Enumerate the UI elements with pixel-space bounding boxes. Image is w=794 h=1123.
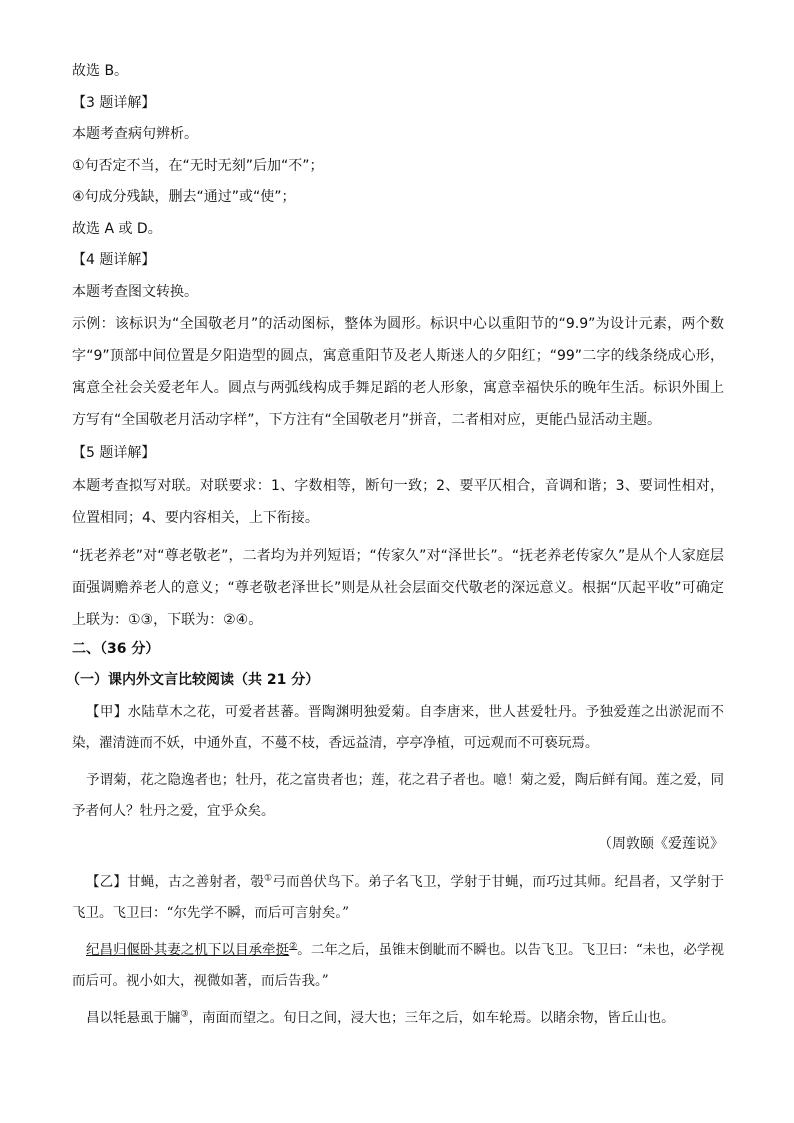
q3-answer: 故选 A 或 D。 xyxy=(72,220,162,237)
passage-yi-label: 【乙】 xyxy=(86,873,128,890)
footnote-marker-2: ② xyxy=(289,941,298,951)
passage-jia-source: （周敦颐《爱莲说》 xyxy=(598,835,724,852)
passage-yi-p2 xyxy=(72,935,724,997)
underlined-sentence: 纪昌归偃卧其妻之机下以目承牵挺 xyxy=(86,941,290,958)
passage-yi-p1 xyxy=(72,867,724,929)
section-two-title: 二、（36 分） xyxy=(72,640,160,657)
footnote-marker-1: ① xyxy=(264,873,273,883)
q4-example: 示例：该标识为“全国敬老月”的活动图标，整体为圆形。标识中心以重阳节的“9.9”为设计元素，两个数字“9”顶部中间位置是夕阳造型的圆点，寓意重阳节及老人斯迷人的夕阳红；“99”二字的线条绕成心形，寓意全社会关爱老年人。圆点与两弧线构成手舞足蹈的老人形象，寓意幸福快乐的晚年生活。标识外围上方写有“全国敬老月活动字样”，下方注有“全国敬老月”拼音，二者相对应，更能凸显活动主题。 xyxy=(72,316,724,428)
document-page xyxy=(66,60,725,1040)
passage-yi-p1-text-a: 甘蝇，古之善射者，彀 xyxy=(127,873,265,890)
passage-yi-p3-text-b: ，南面而望之。旬日之间，浸大也；三年之后，如车轮焉。以睹余物，皆丘山也。 xyxy=(188,1009,675,1026)
q5-analysis: “抚老养老”对“尊老敬老”，二者均为并列短语；“传家久”对“泽世长”。“抚老养老传家久”是从个人家庭层面强调赡养老人的意义；“尊老敬老泽世长”则是从社会层面交代敬老的深远意义。根据“仄起平收”可确定上联为：①③，下联为：②④。 xyxy=(72,547,724,628)
passage-jia-p1: 【甲】水陆草木之花，可爱者甚蕃。晋陶渊明独爱菊。自李唐来，世人甚爱牡丹。予独爱莲之出淤泥而不染，濯清涟而不妖，中通外直，不蔓不枝，香远益清，亭亭净植，可远观而不可亵玩焉。 xyxy=(72,703,724,751)
passage-jia-p2: 予谓菊，花之隐逸者也；牡丹，花之富贵者也；莲，花之君子者也。噫！菊之爱，陶后鲜有闻。莲之爱，同予者何人？牡丹之爱，宜乎众矣。 xyxy=(72,771,724,819)
passage-yi-p1-text-b: 弓而兽伏鸟下。弟子名飞卫，学射于甘蝇，而巧过其师。纪昌者，又学射于飞卫。飞卫曰：“尔先学不瞬，而后可言射矣。” xyxy=(72,873,725,921)
subsection-title: （一）课内外文言比较阅读（共 21 分） xyxy=(66,672,320,688)
q3-point-1: ①句否定不当，在“无时无刻”后加“不”； xyxy=(72,157,324,174)
q5-requirements: 本题考查拟写对联。对联要求：1、字数相等，断句一致；2、要平仄相合，音调和谐；3、要词性相对，位置相同；4、要内容相关，上下衔接。 xyxy=(72,477,724,526)
q3-topic: 本题考查病句辨析。 xyxy=(72,126,198,142)
passage-yi-p3-text-a: 昌以牦悬虱于牖 xyxy=(86,1009,181,1026)
section-header-q4: 【4 题详解】 xyxy=(72,252,156,268)
q3-point-4: ④句成分残缺，删去“通过”或“使”； xyxy=(72,189,296,205)
q4-topic: 本题考查图文转换。 xyxy=(72,283,198,300)
passage-yi-p2-text: 。二年之后，虽锥末倒眦而不瞬也。以告飞卫。飞卫曰：“未也，必学视而后可。视小如大，视微如著，而后告我。” xyxy=(72,941,725,989)
footnote-marker-3: ③ xyxy=(180,1009,189,1019)
answer-line: 故选 B。 xyxy=(72,63,129,79)
section-header-q3: 【3 题详解】 xyxy=(72,94,156,111)
section-header-q5: 【5 题详解】 xyxy=(72,445,156,461)
passage-yi-p3 xyxy=(72,1003,724,1034)
